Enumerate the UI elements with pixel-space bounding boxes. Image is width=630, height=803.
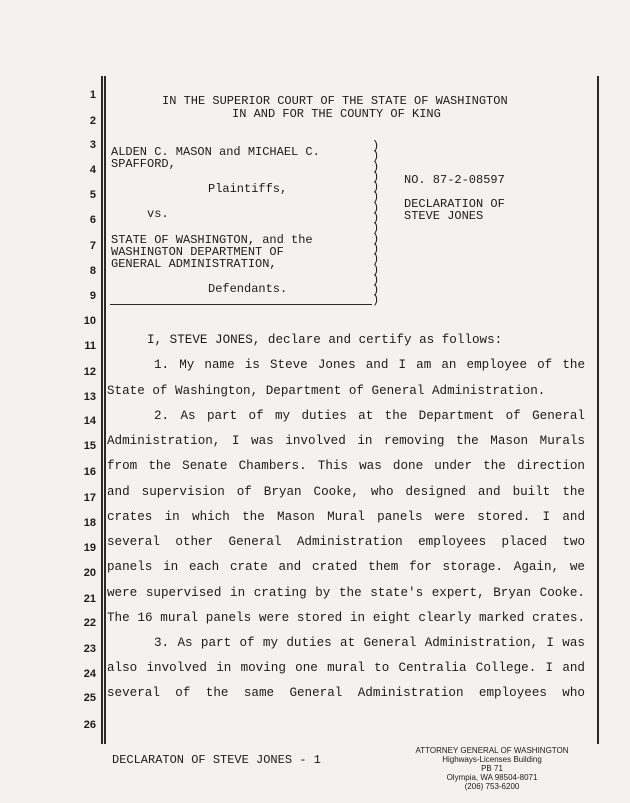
line-number: 1 <box>89 89 96 101</box>
office-name: ATTORNEY GENERAL OF WASHINGTON <box>415 746 569 755</box>
margin-rule-right <box>597 76 599 744</box>
line-number: 24 <box>83 668 96 680</box>
footer-title: DECLARATON OF STEVE JONES - 1 <box>112 753 321 767</box>
declaration-intro: I, STEVE JONES, declare and certify as follows: <box>147 333 503 347</box>
office-box: PB 71 <box>481 764 503 773</box>
line-number: 22 <box>83 617 96 629</box>
body-line: also involved in moving one mural to Centralia College. I and <box>107 661 585 675</box>
line-number: 11 <box>84 340 96 352</box>
defendant-names-line1: STATE OF WASHINGTON, and the <box>111 233 313 247</box>
office-phone: (206) 753-6200 <box>464 782 520 791</box>
body-line: panels in each crate and crated them for storage. Again, we <box>107 560 585 574</box>
body-line: several of the same General Administration employees who <box>107 686 585 700</box>
body-line: and supervision of Bryan Cooke, who designed and built the <box>107 485 585 499</box>
line-number: 25 <box>83 692 96 704</box>
line-number: 17 <box>83 492 96 504</box>
versus-label: vs. <box>147 207 169 221</box>
line-number: 26 <box>83 719 96 731</box>
margin-rule-inner <box>104 76 106 744</box>
line-number: 5 <box>89 189 96 201</box>
line-number: 4 <box>89 164 96 176</box>
body-line: several other General Administration employees placed two <box>107 535 585 549</box>
line-number: 18 <box>83 517 96 529</box>
line-number: 23 <box>83 643 96 655</box>
body-line: The 16 mural panels were stored in eight clearly marked crates. <box>107 611 585 625</box>
line-number: 21 <box>83 593 96 605</box>
body-line: were supervised in crating by the state's expert, Bryan Cooke. <box>107 586 585 600</box>
line-number: 19 <box>83 542 96 554</box>
line-number: 8 <box>89 265 96 277</box>
caption-underline <box>110 304 372 305</box>
case-number: NO. 87-2-08597 <box>404 173 505 187</box>
line-number: 10 <box>83 315 96 327</box>
line-number: 6 <box>89 214 96 226</box>
body-line: crates in which the Mason Mural panels were stored. I and <box>107 510 585 524</box>
office-city: Olympia, WA 98504-8071 <box>446 773 538 782</box>
plaintiff-names-line2: SPAFFORD, <box>111 157 176 171</box>
line-number: 7 <box>89 240 96 252</box>
line-number: 14 <box>83 415 96 427</box>
line-number: 13 <box>83 391 96 403</box>
defendant-names-line3: GENERAL ADMINISTRATION, <box>111 257 277 271</box>
line-number: 2 <box>89 115 96 127</box>
plaintiffs-label: Plaintiffs, <box>208 182 288 196</box>
line-number: 20 <box>83 567 96 579</box>
document-title-line2: STEVE JONES <box>404 209 484 223</box>
plaintiff-names-line1: ALDEN C. MASON and MICHAEL C. <box>111 145 320 159</box>
line-number: 9 <box>89 290 96 302</box>
body-line: from the Senate Chambers. This was done under the direction <box>107 459 585 473</box>
body-line: 3. As part of my duties at General Administration, I was <box>154 636 585 650</box>
defendants-label: Defendants. <box>208 282 288 296</box>
line-number: 15 <box>83 440 96 452</box>
caption-parentheses: ) ) ) ) ) ) ) ) ) ) ) ) ) ) ) ) <box>372 139 380 308</box>
body-line: State of Washington, Department of General Administration. <box>107 384 546 398</box>
body-line: 2. As part of my duties at the Department of General <box>154 409 585 423</box>
line-number: 16 <box>83 466 96 478</box>
line-number: 3 <box>89 139 96 151</box>
court-name-line1: IN THE SUPERIOR COURT OF THE STATE OF WASHINGTON <box>162 94 508 108</box>
body-line: Administration, I was involved in removing the Mason Murals <box>107 434 585 448</box>
document-title-line1: DECLARATION OF <box>404 197 505 211</box>
margin-rule-outer <box>101 76 103 744</box>
body-line: 1. My name is Steve Jones and I am an employee of the <box>154 358 585 372</box>
line-number: 12 <box>83 366 96 378</box>
office-building: Highways-Licenses Building <box>442 755 542 764</box>
attorney-general-block <box>402 746 582 791</box>
defendant-names-line2: WASHINGTON DEPARTMENT OF <box>111 245 284 259</box>
court-name-line2: IN AND FOR THE COUNTY OF KING <box>232 107 441 121</box>
